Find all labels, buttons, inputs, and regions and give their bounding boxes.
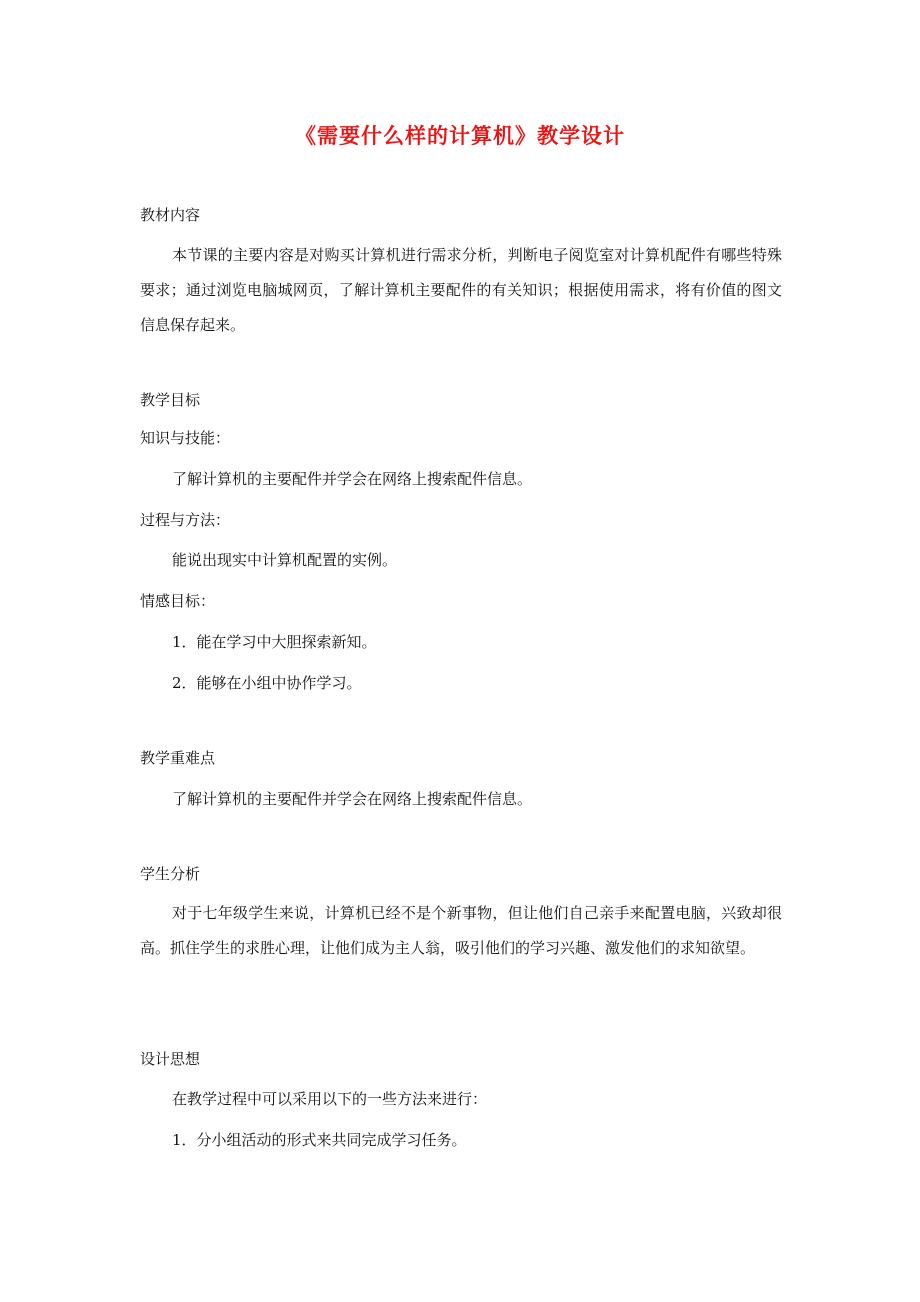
emotion-item: 1．能在学习中大胆探索新知。	[172, 633, 377, 651]
emotion-item: 2．能够在小组中协作学习。	[172, 674, 362, 692]
knowledge-label: 知识与技能：	[140, 429, 231, 447]
design-item: 1．分小组活动的形式来共同完成学习任务。	[172, 1131, 467, 1149]
process-label: 过程与方法：	[140, 511, 231, 529]
material-paragraph: 本节课的主要内容是对购买计算机进行需求分析，判断电子阅览室对计算机配件有哪些特殊要求；通过浏览电脑城网页，了解计算机主要配件的有关知识；根据使用需求，将有价值的图文信息保存起来。	[140, 246, 782, 334]
document-title: 《需要什么样的计算机》教学设计	[295, 124, 625, 148]
emotion-label: 情感目标：	[140, 592, 216, 610]
keypoints-text: 了解计算机的主要配件并学会在网络上搜索配件信息。	[172, 790, 533, 808]
knowledge-text: 了解计算机的主要配件并学会在网络上搜索配件信息。	[172, 470, 533, 488]
section-heading-objectives: 教学目标	[140, 391, 201, 409]
section-heading-students: 学生分析	[140, 865, 201, 883]
design-intro: 在教学过程中可以采用以下的一些方法来进行：	[172, 1090, 488, 1108]
students-paragraph: 对于七年级学生来说，计算机已经不是个新事物，但让他们自己亲手来配置电脑，兴致却很高。抓住学生的求胜心理，让他们成为主人翁，吸引他们的学习兴趣、激发他们的求知欲望。	[140, 904, 782, 957]
process-text: 能说出现实中计算机配置的实例。	[172, 551, 398, 569]
section-heading-design: 设计思想	[140, 1050, 201, 1068]
section-heading-material: 教材内容	[140, 206, 201, 224]
section-heading-keypoints: 教学重难点	[140, 749, 216, 767]
